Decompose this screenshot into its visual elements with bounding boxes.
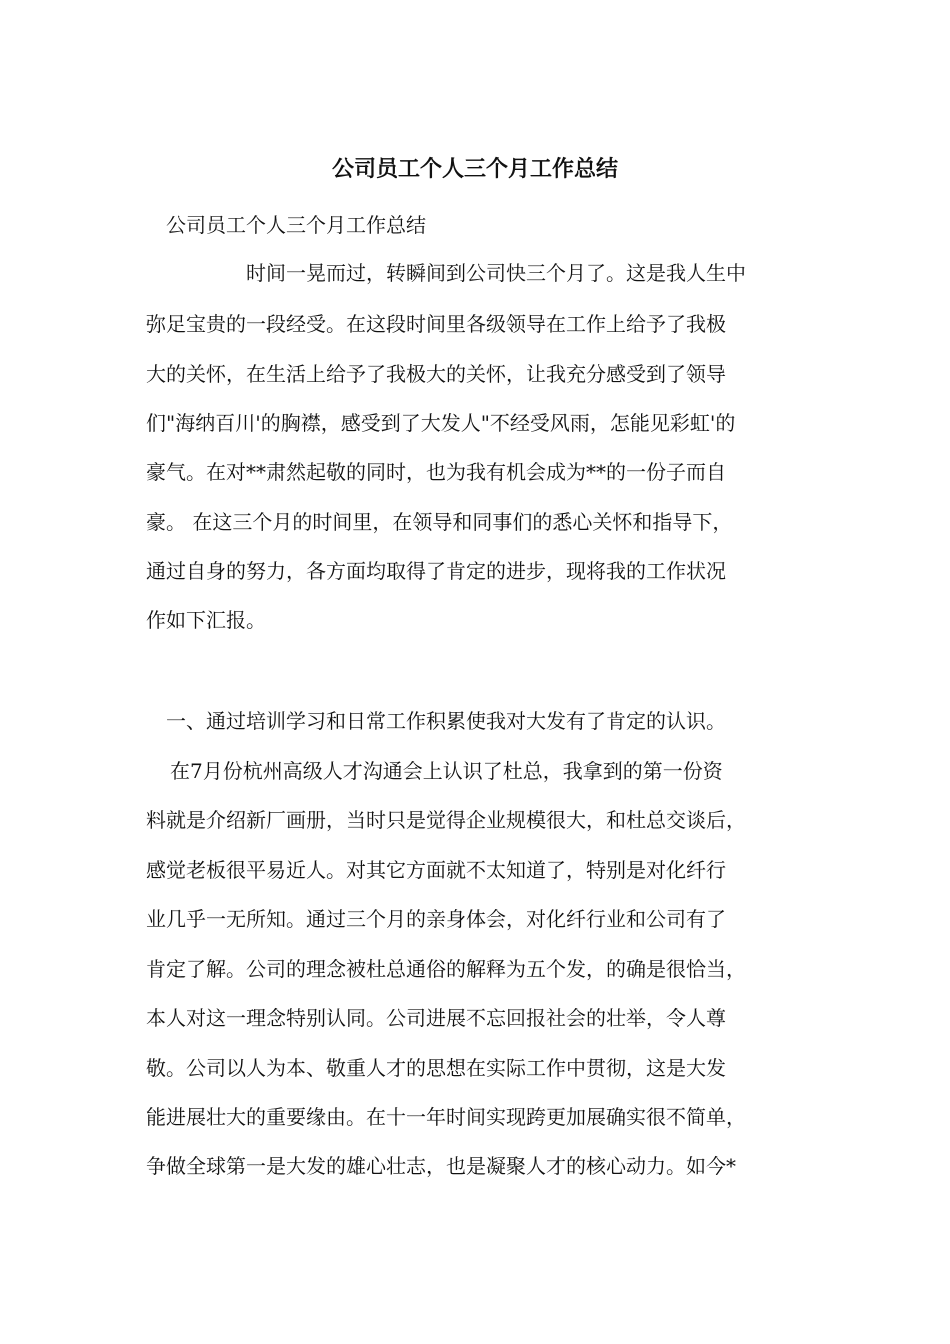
paragraph-line: 弥足宝贵的一段经受。在这段时间里各级领导在工作上给予了我极 bbox=[146, 312, 726, 336]
document-subtitle: 公司员工个人三个月工作总结 bbox=[166, 213, 426, 237]
paragraph-line: 感觉老板很平易近人。对其它方面就不太知道了，特别是对化纤行 bbox=[146, 858, 726, 882]
section-heading: 一、通过培训学习和日常工作积累使我对大发有了肯定的认识。 bbox=[166, 709, 726, 733]
paragraph-line: 时间一晃而过，转瞬间到公司快三个月了。这是我人生中 bbox=[246, 261, 746, 285]
paragraph-line: 肯定了解。公司的理念被杜总通俗的解释为五个发，的确是很恰当， bbox=[146, 957, 746, 981]
document-title: 公司员工个人三个月工作总结 bbox=[331, 157, 618, 182]
paragraph-line: 大的关怀，在生活上给予了我极大的关怀，让我充分感受到了领导 bbox=[146, 362, 726, 386]
paragraph-line: 豪气。在对**肃然起敬的同时，也为我有机会成为**的一份子而自 bbox=[146, 460, 726, 484]
paragraph-line: 们"海纳百川'的胸襟，感受到了大发人"不经受风雨，怎能见彩虹'的 bbox=[146, 411, 736, 435]
paragraph-line: 在7月份杭州高级人才沟通会上认识了杜总，我拿到的第一份资 bbox=[170, 759, 723, 783]
paragraph-line: 争做全球第一是大发的雄心壮志，也是凝聚人才的核心动力。如今* bbox=[146, 1154, 736, 1178]
paragraph-line: 能进展壮大的重要缘由。在十一年时间实现跨更加展确实很不简单， bbox=[146, 1105, 746, 1129]
paragraph-line: 敬。公司以人为本、敬重人才的思想在实际工作中贯彻，这是大发 bbox=[146, 1056, 726, 1080]
paragraph-line: 业几乎一无所知。通过三个月的亲身体会，对化纤行业和公司有了 bbox=[146, 907, 726, 931]
paragraph-line: 豪。 在这三个月的时间里，在领导和同事们的悉心关怀和指导下， bbox=[146, 510, 733, 534]
paragraph-line: 作如下汇报。 bbox=[146, 608, 266, 632]
paragraph-line: 通过自身的努力，各方面均取得了肯定的进步，现将我的工作状况 bbox=[146, 559, 726, 583]
paragraph-line: 料就是介绍新厂画册，当时只是觉得企业规模很大，和杜总交谈后， bbox=[146, 808, 746, 832]
paragraph-line: 本人对这一理念特别认同。公司进展不忘回报社会的壮举，令人尊 bbox=[146, 1006, 726, 1030]
